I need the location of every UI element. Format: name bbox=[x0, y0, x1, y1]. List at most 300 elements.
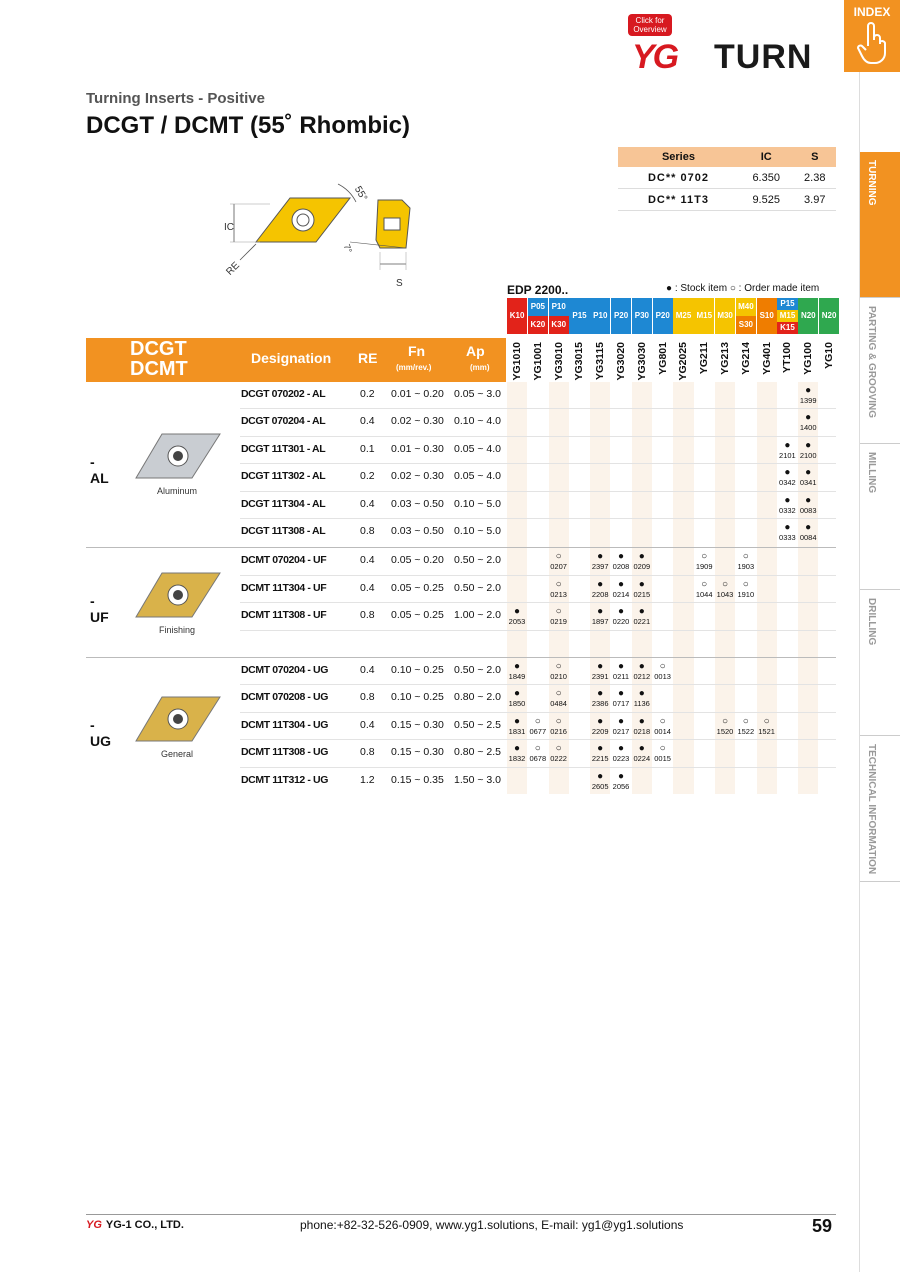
group-caption: General bbox=[160, 748, 194, 759]
insert-photo-0 bbox=[132, 428, 222, 484]
footer-company-name: YG-1 CO., LTD. bbox=[105, 1219, 184, 1231]
grade-name: YG211 bbox=[698, 342, 711, 375]
stock-symbol: ○ bbox=[555, 551, 562, 563]
edp-code: 2605 bbox=[591, 781, 609, 791]
grade-name: YT100 bbox=[781, 342, 794, 373]
grade-name: YG3010 bbox=[552, 342, 565, 381]
edp-code: 1400 bbox=[799, 423, 817, 433]
edp-code: 0333 bbox=[779, 533, 796, 542]
stock-symbol: ○ bbox=[659, 743, 666, 755]
stock-mark bbox=[506, 717, 528, 737]
iso-code-cell: N20 bbox=[798, 298, 818, 334]
grade-name: YG3020 bbox=[615, 342, 627, 381]
overview-badge[interactable] bbox=[628, 8, 678, 34]
footer-company bbox=[86, 1219, 184, 1231]
designation-cell: DCGT 11T304 - AL bbox=[241, 497, 326, 510]
fn-cell: 0.10 ~ 0.25 bbox=[391, 664, 444, 676]
fn-cell: 0.02 ~ 0.30 bbox=[391, 470, 444, 483]
page-title: DCGT / DCMT (55˚ Rhombic) bbox=[86, 112, 410, 139]
row-divider bbox=[240, 684, 836, 685]
edp-code: 0677 bbox=[529, 726, 547, 736]
iso-code-cell: P20 bbox=[611, 298, 631, 334]
header-fn: Fn bbox=[408, 343, 426, 359]
designation-cell: DCMT 070204 - UF bbox=[241, 554, 327, 567]
edp-code: 0341 bbox=[799, 478, 817, 488]
designation-cell: DCMT 11T308 - UF bbox=[241, 609, 327, 622]
stock-symbol: ● bbox=[805, 467, 812, 479]
insert-photo-1 bbox=[132, 567, 222, 623]
stock-symbol: ○ bbox=[555, 743, 562, 755]
stock-mark bbox=[527, 717, 549, 737]
edp-code: 0221 bbox=[633, 617, 651, 627]
edp-code: 1909 bbox=[695, 562, 713, 572]
group-caption: Aluminum bbox=[156, 486, 197, 497]
overview-badge-label: Click for Overview bbox=[628, 14, 672, 36]
stock-mark bbox=[756, 717, 778, 737]
stock-symbol: ● bbox=[784, 494, 791, 506]
stock-mark bbox=[506, 607, 528, 627]
stock-symbol: ● bbox=[597, 578, 604, 590]
edp-code: 0342 bbox=[779, 478, 796, 488]
stock-symbol: ○ bbox=[555, 661, 562, 672]
edp-code: 0219 bbox=[550, 617, 567, 627]
stock-symbol: ● bbox=[597, 661, 604, 672]
stock-mark bbox=[527, 744, 549, 764]
edp-code: 1832 bbox=[508, 754, 526, 764]
header-fn-unit: (mm/rev.) bbox=[396, 363, 432, 372]
side-tab-3[interactable] bbox=[860, 590, 900, 736]
fn-cell: 0.10 ~ 0.25 bbox=[391, 691, 444, 704]
index-button[interactable] bbox=[844, 0, 900, 72]
fn-cell: 0.03 ~ 0.50 bbox=[391, 525, 444, 537]
header-re: RE bbox=[358, 350, 378, 366]
stock-mark bbox=[631, 744, 653, 764]
stock-mark bbox=[589, 717, 611, 737]
fn-cell: 0.02 ~ 0.30 bbox=[391, 415, 444, 428]
iso-code-cell: P30 bbox=[632, 298, 652, 334]
stock-symbol: ● bbox=[617, 770, 625, 782]
stock-symbol: ● bbox=[513, 743, 521, 755]
stock-legend: ● : Stock item ○ : Order made item bbox=[666, 283, 820, 294]
stock-mark bbox=[631, 662, 653, 682]
stock-symbol: ● bbox=[805, 412, 812, 424]
edp-code: 0332 bbox=[779, 505, 796, 515]
stock-symbol: ○ bbox=[721, 578, 729, 590]
stock-mark bbox=[631, 580, 653, 600]
group-caption: Finishing bbox=[158, 625, 196, 636]
iso-code-cell: P15 bbox=[777, 298, 797, 310]
re-cell: 0.4 bbox=[360, 581, 375, 594]
ap-cell: 0.05 ~ 3.0 bbox=[454, 388, 501, 400]
stock-symbol: ● bbox=[513, 715, 521, 727]
stock-mark bbox=[589, 744, 611, 764]
iso-code-cell: K15 bbox=[777, 322, 797, 334]
edp-code: 1903 bbox=[737, 562, 755, 572]
edp-code: 2391 bbox=[591, 672, 609, 681]
stock-symbol: ● bbox=[597, 770, 604, 782]
stock-symbol: ● bbox=[617, 551, 625, 563]
stock-mark bbox=[506, 744, 528, 764]
stock-mark bbox=[589, 689, 611, 709]
edp-code: 0717 bbox=[612, 699, 630, 709]
stock-mark bbox=[776, 523, 798, 543]
edp-code: 0213 bbox=[550, 589, 567, 599]
series-row bbox=[618, 189, 836, 211]
stock-symbol: ● bbox=[597, 551, 604, 563]
series-cell: 9.525 bbox=[739, 189, 794, 211]
iso-code-cell: P05 bbox=[528, 298, 548, 316]
iso-code-cell: S30 bbox=[736, 316, 756, 334]
ap-cell: 0.80 ~ 2.5 bbox=[454, 746, 501, 759]
fn-cell: 0.05 ~ 0.25 bbox=[391, 581, 444, 594]
grade-name: YG213 bbox=[719, 342, 731, 375]
designation-cell: DCGT 070202 - AL bbox=[241, 388, 326, 400]
stock-symbol: ● bbox=[617, 715, 625, 727]
edp-code: 1136 bbox=[633, 699, 650, 709]
fn-cell: 0.05 ~ 0.25 bbox=[391, 609, 444, 622]
fn-cell: 0.05 ~ 0.20 bbox=[391, 554, 444, 567]
edp-code: 2100 bbox=[799, 450, 817, 460]
stock-mark bbox=[548, 744, 570, 764]
stock-mark bbox=[776, 468, 798, 488]
insert-diagram bbox=[220, 160, 460, 290]
grade-name: YG401 bbox=[760, 342, 773, 375]
yg-turn-logo bbox=[632, 36, 842, 76]
stock-mark bbox=[797, 523, 819, 543]
edp-code: 2386 bbox=[591, 699, 609, 709]
ap-cell: 0.10 ~ 5.0 bbox=[454, 497, 501, 510]
page-subtitle: Turning Inserts - Positive bbox=[86, 90, 265, 107]
index-label: INDEX bbox=[853, 5, 891, 19]
edp-code: 1399 bbox=[799, 396, 817, 405]
stock-symbol: ○ bbox=[701, 578, 708, 590]
fn-cell: 0.15 ~ 0.30 bbox=[391, 718, 444, 731]
iso-code-cell: M15 bbox=[777, 310, 797, 322]
re-cell: 0.8 bbox=[360, 525, 375, 537]
iso-code-cell: M40 bbox=[736, 298, 756, 316]
row-divider bbox=[240, 463, 836, 464]
grade-name: YG3030 bbox=[635, 342, 648, 381]
stock-mark bbox=[589, 662, 611, 682]
stock-symbol: ○ bbox=[742, 551, 749, 563]
stock-mark bbox=[548, 607, 570, 627]
grade-name: YG1001 bbox=[531, 342, 544, 381]
row-divider bbox=[240, 436, 836, 437]
edp-code: 0013 bbox=[654, 672, 671, 681]
side-tab-label: PARTING & GROOVING bbox=[866, 306, 877, 419]
stock-symbol: ● bbox=[805, 439, 812, 451]
series-header-cell: Series bbox=[618, 147, 739, 167]
fn-cell: 0.15 ~ 0.30 bbox=[391, 746, 444, 759]
stock-symbol: ● bbox=[617, 578, 625, 590]
hand-pointer-icon bbox=[856, 20, 888, 66]
iso-code-cell: M25 bbox=[673, 298, 693, 334]
stock-mark bbox=[652, 717, 674, 737]
series-table bbox=[618, 147, 836, 211]
group-label: -AL bbox=[90, 454, 109, 487]
re-cell: 0.1 bbox=[360, 442, 375, 455]
fn-cell: 0.01 ~ 0.30 bbox=[391, 442, 444, 455]
footer-logo-icon: YG bbox=[86, 1219, 102, 1231]
header-dcmt: DCMT bbox=[130, 358, 188, 380]
stock-mark bbox=[714, 717, 736, 737]
stock-symbol: ● bbox=[513, 661, 521, 672]
side-tab-label: TECHNICAL INFORMATION bbox=[866, 744, 877, 875]
ap-cell: 0.50 ~ 2.5 bbox=[454, 718, 501, 731]
stock-mark bbox=[652, 744, 674, 764]
stock-mark bbox=[610, 552, 632, 572]
stock-symbol: ○ bbox=[555, 715, 562, 727]
designation-cell: DCMT 11T312 - UG bbox=[241, 773, 328, 786]
designation-cell: DCMT 11T304 - UF bbox=[241, 581, 327, 594]
row-divider bbox=[240, 491, 836, 492]
edp-code: 0084 bbox=[799, 533, 817, 542]
row-divider bbox=[240, 712, 836, 713]
stock-mark bbox=[610, 772, 632, 792]
logo-yg: YG bbox=[632, 38, 678, 76]
stock-mark bbox=[548, 552, 570, 572]
ap-cell: 0.50 ~ 2.0 bbox=[454, 664, 501, 676]
stock-mark bbox=[548, 689, 570, 709]
edp-code: 1522 bbox=[737, 726, 755, 736]
side-tab-2[interactable] bbox=[860, 444, 900, 590]
stock-mark bbox=[589, 772, 611, 792]
insert-photo-2 bbox=[132, 691, 222, 747]
edp-code: 0083 bbox=[799, 505, 817, 515]
stock-symbol: ○ bbox=[555, 688, 562, 700]
stock-symbol: ● bbox=[805, 385, 812, 396]
series-cell: 2.38 bbox=[794, 167, 837, 189]
series-cell: 6.350 bbox=[739, 167, 794, 189]
stock-symbol: ● bbox=[513, 606, 521, 618]
ap-cell: 0.80 ~ 2.0 bbox=[454, 691, 501, 704]
side-tabs bbox=[860, 152, 900, 882]
stock-symbol: ● bbox=[638, 551, 645, 563]
iso-code-cell: K30 bbox=[549, 316, 569, 334]
side-tab-label: DRILLING bbox=[866, 598, 877, 646]
edp-code: 2209 bbox=[591, 726, 609, 736]
series-row bbox=[618, 167, 836, 189]
edp-code: 0014 bbox=[654, 726, 671, 736]
edp-code: 1897 bbox=[591, 617, 609, 627]
stock-mark bbox=[631, 552, 653, 572]
edp-code: 0678 bbox=[529, 754, 547, 764]
row-divider bbox=[240, 518, 836, 519]
stock-mark bbox=[776, 441, 798, 461]
series-cell: DC** 11T3 bbox=[618, 189, 739, 211]
re-label: RE bbox=[224, 260, 242, 278]
edp-code: 0211 bbox=[612, 672, 630, 681]
footer-divider bbox=[86, 1214, 836, 1215]
stock-mark bbox=[652, 662, 674, 682]
edp-code: 2053 bbox=[508, 617, 526, 627]
stock-mark bbox=[610, 744, 632, 764]
angle-label: 55° bbox=[351, 184, 370, 204]
edp-code: 1850 bbox=[508, 699, 526, 709]
edp-code: 0215 bbox=[633, 589, 651, 599]
stock-symbol: ● bbox=[597, 688, 604, 700]
stock-mark bbox=[776, 496, 798, 516]
re-cell: 0.4 bbox=[360, 718, 375, 731]
stock-mark bbox=[797, 496, 819, 516]
grade-name: YG214 bbox=[739, 342, 752, 375]
edp-code: 0218 bbox=[633, 726, 651, 736]
stock-symbol: ● bbox=[784, 467, 791, 479]
side-tab-label: MILLING bbox=[866, 452, 877, 494]
iso-code-cell: K20 bbox=[528, 316, 548, 334]
edp-code: 2101 bbox=[779, 450, 796, 460]
grade-name: YG2025 bbox=[677, 342, 690, 381]
edp-code: 1043 bbox=[716, 589, 734, 599]
designation-cell: DCMT 11T304 - UG bbox=[241, 718, 328, 731]
re-cell: 1.2 bbox=[360, 773, 375, 786]
designation-cell: DCGT 070204 - AL bbox=[241, 415, 326, 428]
row-divider bbox=[240, 408, 836, 409]
stock-mark bbox=[735, 552, 757, 572]
stock-symbol: ○ bbox=[659, 661, 666, 672]
grade-name: YG10 bbox=[823, 342, 835, 369]
stock-mark bbox=[589, 580, 611, 600]
stock-symbol: ● bbox=[638, 688, 645, 700]
re-cell: 0.2 bbox=[360, 470, 375, 483]
re-cell: 0.4 bbox=[360, 664, 375, 676]
side-tab-0[interactable] bbox=[860, 152, 900, 298]
designation-cell: DCMT 11T308 - UG bbox=[241, 746, 328, 759]
series-header-cell: IC bbox=[739, 147, 794, 167]
row-divider bbox=[240, 739, 836, 740]
stock-mark bbox=[797, 468, 819, 488]
header-ap: Ap bbox=[466, 343, 485, 359]
stock-mark bbox=[631, 607, 653, 627]
stock-mark bbox=[735, 580, 757, 600]
re-cell: 0.4 bbox=[360, 554, 375, 567]
stock-symbol: ● bbox=[617, 606, 625, 618]
fn-cell: 0.01 ~ 0.20 bbox=[391, 388, 444, 400]
stock-symbol: ● bbox=[805, 494, 812, 506]
stock-mark bbox=[506, 689, 528, 709]
edp-code: 0223 bbox=[612, 754, 630, 764]
re-cell: 0.4 bbox=[360, 497, 375, 510]
stock-mark bbox=[548, 717, 570, 737]
designation-cell: DCGT 11T302 - AL bbox=[241, 470, 326, 483]
designation-cell: DCGT 11T308 - AL bbox=[241, 525, 326, 537]
stock-mark bbox=[610, 662, 632, 682]
stock-symbol: ● bbox=[638, 578, 645, 590]
ap-cell: 0.05 ~ 4.0 bbox=[454, 442, 501, 455]
page-number: 59 bbox=[812, 1216, 833, 1236]
group-divider bbox=[86, 547, 836, 548]
ap-cell: 0.50 ~ 2.0 bbox=[454, 581, 501, 594]
stock-symbol: ● bbox=[597, 743, 604, 755]
stock-symbol: ○ bbox=[659, 715, 666, 727]
stock-mark bbox=[610, 580, 632, 600]
stock-symbol: ● bbox=[617, 661, 625, 672]
ap-cell: 0.05 ~ 4.0 bbox=[454, 470, 501, 483]
edp-code: 0214 bbox=[612, 589, 630, 599]
header-ap-unit: (mm) bbox=[470, 363, 490, 372]
stock-mark bbox=[797, 441, 819, 461]
iso-code-cell: K10 bbox=[507, 298, 527, 334]
group-label: -UG bbox=[90, 716, 111, 749]
edp-code: 2208 bbox=[591, 589, 609, 599]
stock-symbol: ● bbox=[638, 715, 645, 727]
iso-code-cell: M15 bbox=[694, 298, 714, 334]
grade-name: YG100 bbox=[802, 342, 815, 375]
header-dcgt: DCGT bbox=[130, 338, 187, 360]
edp-code: 0484 bbox=[550, 699, 567, 709]
stock-symbol: ○ bbox=[534, 715, 541, 727]
stock-symbol: ● bbox=[805, 522, 812, 533]
stock-symbol: ○ bbox=[555, 606, 562, 618]
series-cell: DC** 0702 bbox=[618, 167, 739, 189]
edp-code: 0210 bbox=[550, 672, 567, 681]
stock-symbol: ○ bbox=[721, 715, 729, 727]
s-label: S bbox=[396, 278, 403, 289]
edp-code: 1521 bbox=[758, 726, 775, 736]
side-tab-4[interactable] bbox=[860, 736, 900, 882]
edp-code: 0224 bbox=[633, 754, 651, 764]
ap-cell: 1.00 ~ 2.0 bbox=[454, 609, 501, 622]
re-cell: 0.8 bbox=[360, 746, 375, 759]
logo-turn: TURN bbox=[714, 38, 813, 76]
stock-mark bbox=[693, 580, 715, 600]
stock-mark bbox=[589, 607, 611, 627]
stock-mark bbox=[610, 689, 632, 709]
edp-code: 0208 bbox=[612, 562, 630, 572]
stock-symbol: ● bbox=[784, 522, 791, 533]
grade-name: YG3015 bbox=[573, 342, 586, 381]
edp-code: 1910 bbox=[737, 589, 755, 599]
designation-cell: DCMT 070204 - UG bbox=[241, 664, 328, 676]
edp-code: 1849 bbox=[508, 672, 526, 681]
stock-mark bbox=[610, 607, 632, 627]
iso-code-cell: P10 bbox=[590, 298, 610, 334]
stock-symbol: ○ bbox=[534, 743, 541, 755]
edp-code: 0209 bbox=[633, 562, 651, 572]
row-divider bbox=[240, 575, 836, 576]
ic-label: IC bbox=[224, 222, 234, 233]
re-cell: 0.2 bbox=[360, 388, 375, 400]
side-tab-label: TURNING bbox=[866, 160, 877, 206]
stock-mark bbox=[797, 386, 819, 406]
fn-cell: 0.15 ~ 0.35 bbox=[391, 773, 444, 786]
designation-cell: DCGT 11T301 - AL bbox=[241, 442, 326, 455]
stock-symbol: ● bbox=[597, 606, 604, 618]
stock-symbol: ● bbox=[638, 606, 645, 618]
designation-cell: DCMT 070208 - UG bbox=[241, 691, 328, 704]
stock-mark bbox=[548, 580, 570, 600]
edp-code: 0222 bbox=[550, 754, 567, 764]
stock-mark bbox=[735, 717, 757, 737]
edp-code: 0207 bbox=[550, 562, 567, 572]
stock-symbol: ● bbox=[784, 439, 791, 451]
edp-code: 2215 bbox=[591, 754, 609, 764]
group-label: -UF bbox=[90, 593, 109, 626]
iso-code-cell: P10 bbox=[549, 298, 569, 316]
grade-name: YG3115 bbox=[594, 342, 607, 380]
grade-column-shade bbox=[673, 382, 693, 794]
stock-mark bbox=[631, 717, 653, 737]
stock-symbol: ○ bbox=[701, 551, 708, 563]
side-tab-1[interactable] bbox=[860, 298, 900, 444]
stock-symbol: ○ bbox=[742, 715, 749, 727]
stock-mark bbox=[631, 689, 653, 709]
row-divider bbox=[240, 602, 836, 603]
stock-symbol: ○ bbox=[742, 578, 749, 590]
row-divider bbox=[240, 630, 836, 631]
stock-symbol: ● bbox=[638, 743, 645, 755]
edp-code: 1044 bbox=[695, 589, 713, 599]
